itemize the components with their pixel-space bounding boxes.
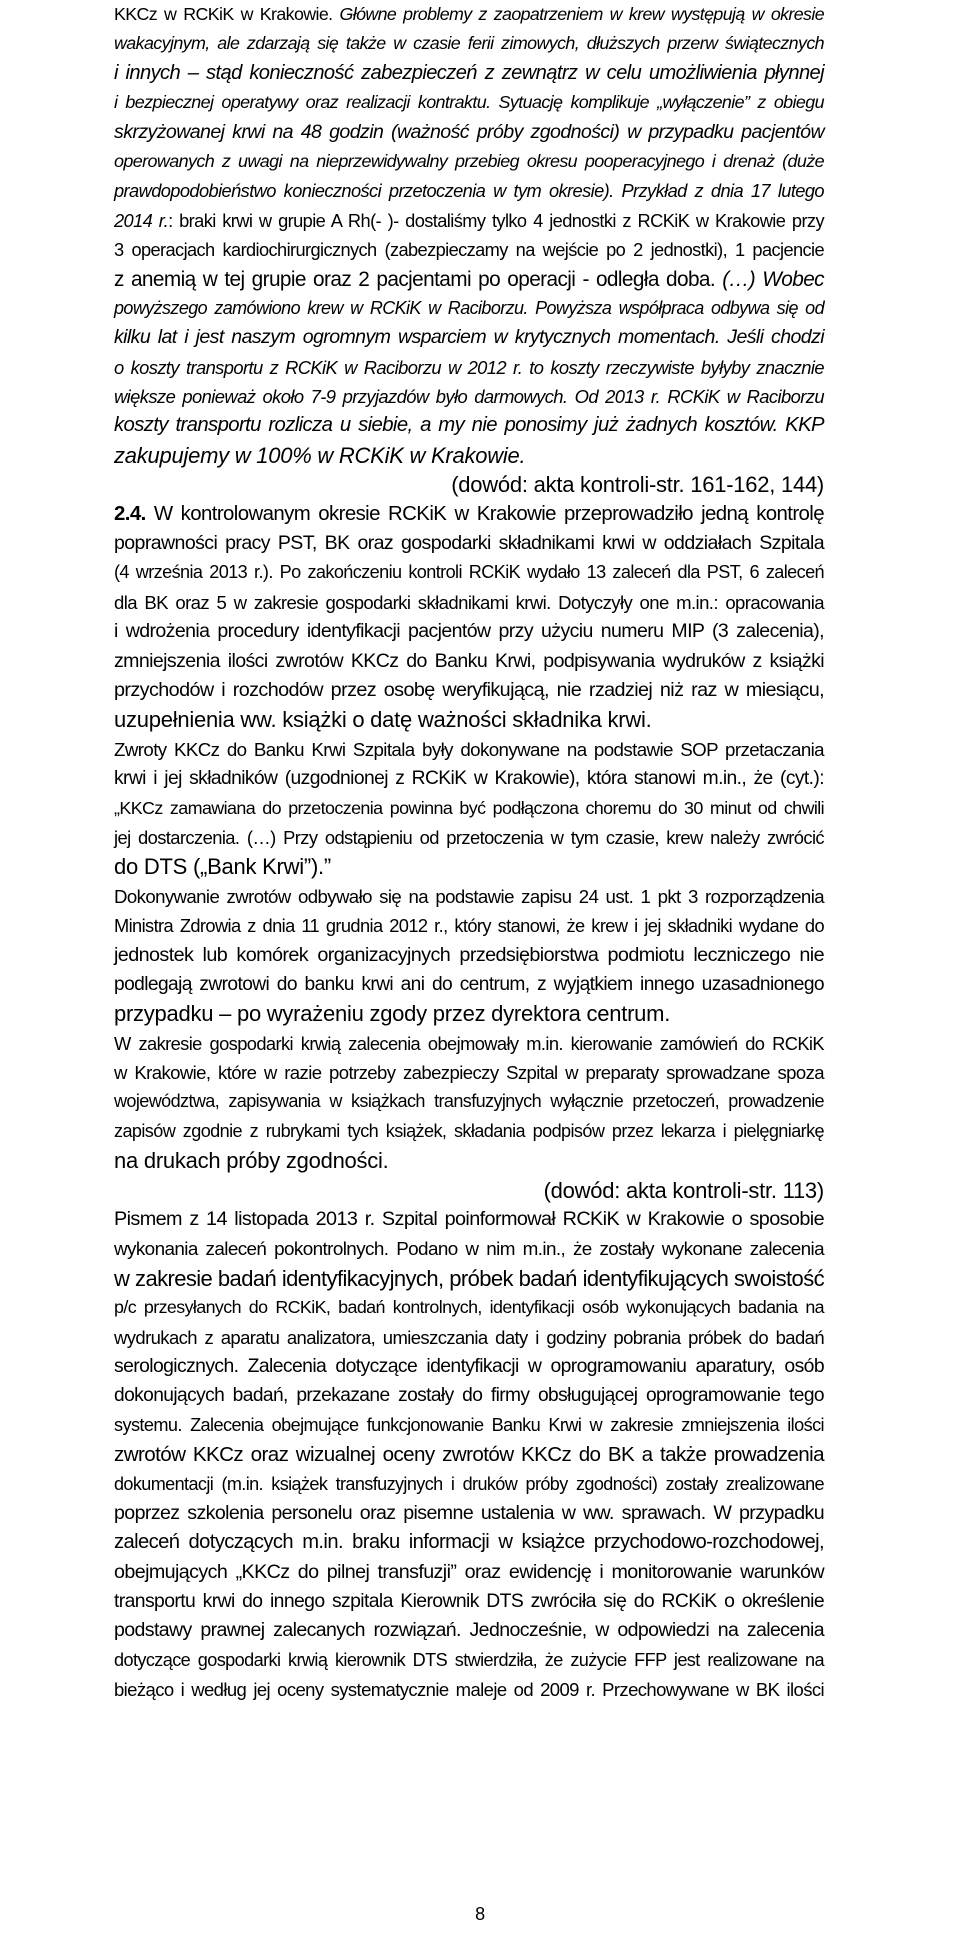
- text-span: KKCz w RCKiK w Krakowie.: [114, 4, 340, 24]
- text-span: (dowód: akta kontroli-str. 113): [543, 1177, 824, 1203]
- text-span: jednostek lub komórek organizacyjnych przedsiębiorstwa podmiotu leczniczego nie: [114, 943, 824, 966]
- text-span: z anemią w tej grupie oraz 2 pacjentami po operacji - odległa doba.: [114, 267, 723, 291]
- text-line: [114, 441, 824, 470]
- text-line: [114, 29, 824, 58]
- text-line: [114, 382, 824, 411]
- text-span: przypadku – po wyrażeniu zgody przez dyrektora centrum.: [114, 1001, 671, 1027]
- text-line: [114, 823, 824, 852]
- text-span: „KKCz zamawiana do przetoczenia powinna być podłączona choremu do 30 minut od chwili: [114, 797, 824, 818]
- text-span: i bezpiecznej operatywy oraz realizacji kontraktu.: [114, 92, 491, 113]
- text-span: zapisów zgodnie z rubrykami tych książek, składania podpisów przez lekarza i pielęgniarkę: [114, 1120, 824, 1141]
- text-line: [114, 676, 824, 705]
- text-line: [114, 294, 824, 323]
- text-line: [114, 470, 824, 499]
- text-span: w zakresie badań identyfikacyjnych, próbek badań identyfikujących swoistość: [114, 1265, 824, 1291]
- text-span: większe ponieważ około 7-9 przyjazdów było darmowych. Od 2013 r. RCKiK w Raciborzu: [114, 386, 824, 408]
- text-span: : braki krwi w grupie A Rh(- )- dostaliśmy tylko 4 jednostki z RCKiK w Krakowie przy: [168, 209, 824, 231]
- text-line: [114, 882, 824, 911]
- text-line: [114, 999, 824, 1028]
- text-span: poprawności pracy PST, BK oraz gospodarki składnikami krwi w oddziałach Szpitala: [114, 532, 824, 555]
- text-span: 3 operacjach kardiochirurgicznych (zabezpieczamy na wejście po 2 jednostki), 1 pacjencie: [114, 239, 824, 261]
- text-span: skrzyżowanej krwi na 48 godzin (ważność próby zgodności) w przypadku pacjentów: [114, 120, 824, 143]
- text-span: obejmujących „KKCz do pilnej transfuzji” oraz ewidencję i monitorowanie warunków: [114, 1560, 824, 1583]
- text-line: [114, 1499, 824, 1528]
- text-line: [114, 558, 824, 587]
- text-span: do DTS („Bank Krwi”).”: [114, 854, 331, 880]
- text-span: Dokonywanie zwrotów odbywało się na podstawie zapisu 24 ust. 1 pkt 3 rozporządzenia: [114, 885, 824, 907]
- text-span: przychodów i rozchodów przez osobę weryfikującą, nie rzadziej niż raz w miesiącu,: [114, 678, 824, 701]
- text-line: [114, 941, 824, 970]
- text-span: kilku lat i jest naszym ogromnym wsparciem w krytycznych momentach. Jeśli chodzi: [114, 326, 824, 349]
- text-span: wykonania zaleceń pokontrolnych. Podano w nim m.in., że zostały wykonane zalecenia: [114, 1238, 824, 1260]
- text-span: i wdrożenia procedury identyfikacji pacjentów przy użyciu numeru MIP (3 zalecenia),: [114, 620, 824, 643]
- text-span: w Krakowie, które w razie potrzeby zabezpieczy Szpital w preparaty sprowadzane spoza: [114, 1062, 824, 1084]
- text-span: województwa, zapisywania w książkach transfuzyjnych wyłącznie przetoczeń, prowadzenie: [114, 1091, 824, 1112]
- text-line: [114, 1293, 824, 1322]
- page-number: 8: [475, 1904, 485, 1924]
- text-span: jej dostarczenia. (…) Przy odstąpieniu od przetoczenia w tym czasie, krew należy zwrócić: [114, 826, 824, 848]
- text-span: transportu krwi do innego szpitala Kierownik DTS zwróciła się do RCKiK o określenie: [114, 1590, 824, 1613]
- text-span: wakacyjnym, ale zdarzają się także w czasie ferii zimowych, dłuższych przerw świątecznych: [114, 33, 824, 54]
- text-line: [114, 1264, 824, 1293]
- text-span: (…) Wobec: [722, 267, 824, 291]
- text-line: [114, 1558, 824, 1587]
- text-line: [114, 88, 824, 117]
- text-span: 2014 r.: [114, 209, 169, 231]
- text-span: W kontrolowanym okresie RCKiK w Krakowie przeprowadziło jedną kontrolę: [145, 502, 824, 525]
- text-span: bieżąco i według jej oceny systematycznie maleje od 2009 r. Przechowywane w BK ilości: [114, 1679, 824, 1701]
- text-span: (4 września 2013 r.). Po zakończeniu kontroli RCKiK wydało 13 zaleceń dla PST, 6 zaleceń: [114, 562, 824, 583]
- text-line: [114, 0, 824, 29]
- text-span: operowanych z uwagi na nieprzewidywalny przebieg okresu pooperacyjnego i drenaż (duże: [114, 150, 824, 171]
- text-span: krwi i jej składników (uzgodnionej z RCKiK w Krakowie), która stanowi m.in., że (cyt.):: [114, 768, 824, 790]
- text-span: p/c przesyłanych do RCKiK, badań kontrolnych, identyfikacji osób wykonujących badania na: [114, 1297, 824, 1318]
- text-line: [114, 265, 824, 294]
- text-line: [114, 617, 824, 646]
- text-line: [114, 1234, 824, 1263]
- text-span: dotyczące gospodarki krwią kierownik DTS stwierdziła, że zużycie FFP jest realizowane na: [114, 1649, 824, 1670]
- text-line: [114, 588, 824, 617]
- text-span: Ministra Zdrowia z dnia 11 grudnia 2012 r., który stanowi, że krew i jej składniki wydane do: [114, 915, 824, 937]
- text-line: [114, 970, 824, 999]
- text-span: Zwroty KKCz do Banku Krwi Szpitala były dokonywane na podstawie SOP przetaczania: [114, 738, 824, 760]
- text-line: [114, 1381, 824, 1410]
- text-span: (dowód: akta kontroli-str. 161-162, 144): [451, 472, 824, 498]
- text-line: [114, 1087, 824, 1116]
- text-span: Główne problemy z zaopatrzeniem w krew występują w okresie: [339, 4, 824, 24]
- text-line: [114, 911, 824, 940]
- text-line: [114, 647, 824, 676]
- text-span: zakupujemy w 100% w RCKiK w Krakowie.: [114, 442, 526, 468]
- body-text: [114, 0, 824, 1705]
- text-span: wydrukach z aparatu analizatora, umieszczania daty i godziny pobrania próbek do badań: [114, 1326, 824, 1348]
- text-span: o koszty transportu z RCKiK w Raciborzu w 2012 r. to koszty rzeczywiste byłyby znacznie: [114, 356, 824, 378]
- text-span: systemu. Zalecenia obejmujące funkcjonowanie Banku Krwi w zakresie zmniejszenia ilości: [114, 1414, 824, 1435]
- text-line: [114, 235, 824, 264]
- text-span: dla BK oraz 5 w zakresie gospodarki składnikami krwi. Dotyczyły one m.in.: opracowania: [114, 591, 824, 613]
- text-span: uzupełnienia ww. książki o datę ważności składnika krwi.: [114, 707, 652, 733]
- text-span: serologicznych. Zalecenia dotyczące identyfikacji w oprogramowaniu aparatury, osób: [114, 1354, 824, 1377]
- text-span: W zakresie gospodarki krwią zalecenia obejmowały m.in. kierowanie zamówień do RCKiK: [114, 1032, 824, 1054]
- text-line: [114, 118, 824, 147]
- text-line: [114, 1146, 824, 1175]
- text-line: [114, 353, 824, 382]
- text-span: 2.4.: [114, 502, 146, 525]
- text-line: [114, 500, 824, 529]
- text-line: [114, 794, 824, 823]
- text-span: podlegają zwrotowi do banku krwi ani do centrum, z wyjątkiem innego uzasadnionego: [114, 973, 824, 995]
- text-line: [114, 411, 824, 440]
- text-line: [114, 1411, 824, 1440]
- text-line: [114, 1058, 824, 1087]
- text-span: koszty transportu rozlicza u siebie, a my nie ponosimy już żadnych kosztów. KKP: [114, 414, 824, 437]
- text-line: [114, 1675, 824, 1704]
- text-span: zwrotów KKCz oraz wizualnej oceny zwrotów KKCz do BK a także prowadzenia: [114, 1443, 824, 1467]
- text-line: [114, 1587, 824, 1616]
- text-span: na drukach próby zgodności.: [114, 1148, 389, 1174]
- text-line: [114, 1646, 824, 1675]
- text-span: Pismem z 14 listopada 2013 r. Szpital poinformował RCKiK w Krakowie o sposobie: [114, 1208, 824, 1231]
- text-span: Sytuację komplikuje „wyłączenie” z obiegu: [490, 92, 824, 113]
- text-line: [114, 206, 824, 235]
- text-line: [114, 59, 824, 88]
- text-line: [114, 147, 824, 176]
- text-span: zaleceń dotyczących m.in. braku informacji w książce przychodowo-rozchodowej,: [114, 1531, 824, 1554]
- text-line: [114, 1470, 824, 1499]
- text-span: dokonujących badań, przekazane zostały do firmy obsługującej oprogramowanie tego: [114, 1385, 824, 1407]
- text-line: [114, 529, 824, 558]
- text-span: prawdopodobieństwo konieczności przetoczenia w tym okresie). Przykład z dnia 17 lutego: [114, 180, 824, 202]
- text-line: [114, 735, 824, 764]
- text-line: [114, 323, 824, 352]
- text-line: [114, 852, 824, 881]
- text-line: [114, 1176, 824, 1205]
- text-line: [114, 1029, 824, 1058]
- text-span: podstawy prawnej zalecanych rozwiązań. Jednocześnie, w odpowiedzi na zalecenia: [114, 1619, 824, 1642]
- text-line: [114, 1616, 824, 1645]
- text-line: [114, 1352, 824, 1381]
- text-span: dokumentacji (m.in. książek transfuzyjnych i druków próby zgodności) zostały zrealizowane: [114, 1473, 824, 1494]
- text-line: [114, 1440, 824, 1469]
- text-span: poprzez szkolenia personelu oraz pisemne ustalenia w ww. sprawach. W przypadku: [114, 1501, 824, 1524]
- text-span: powyższego zamówiono krew w RCKiK w Raciborzu. Powyższa współpraca odbywa się od: [114, 297, 824, 318]
- text-line: [114, 1528, 824, 1557]
- text-span: i innych – stąd konieczność zabezpieczeń z zewnątrz w celu umożliwienia płynnej: [114, 61, 824, 84]
- text-line: [114, 1117, 824, 1146]
- text-line: [114, 1323, 824, 1352]
- text-span: zmniejszenia ilości zwrotów KKCz do Banku Krwi, podpisywania wydruków z książki: [114, 649, 824, 672]
- text-line: [114, 176, 824, 205]
- text-line: [114, 705, 824, 734]
- text-line: [114, 1205, 824, 1234]
- text-line: [114, 764, 824, 793]
